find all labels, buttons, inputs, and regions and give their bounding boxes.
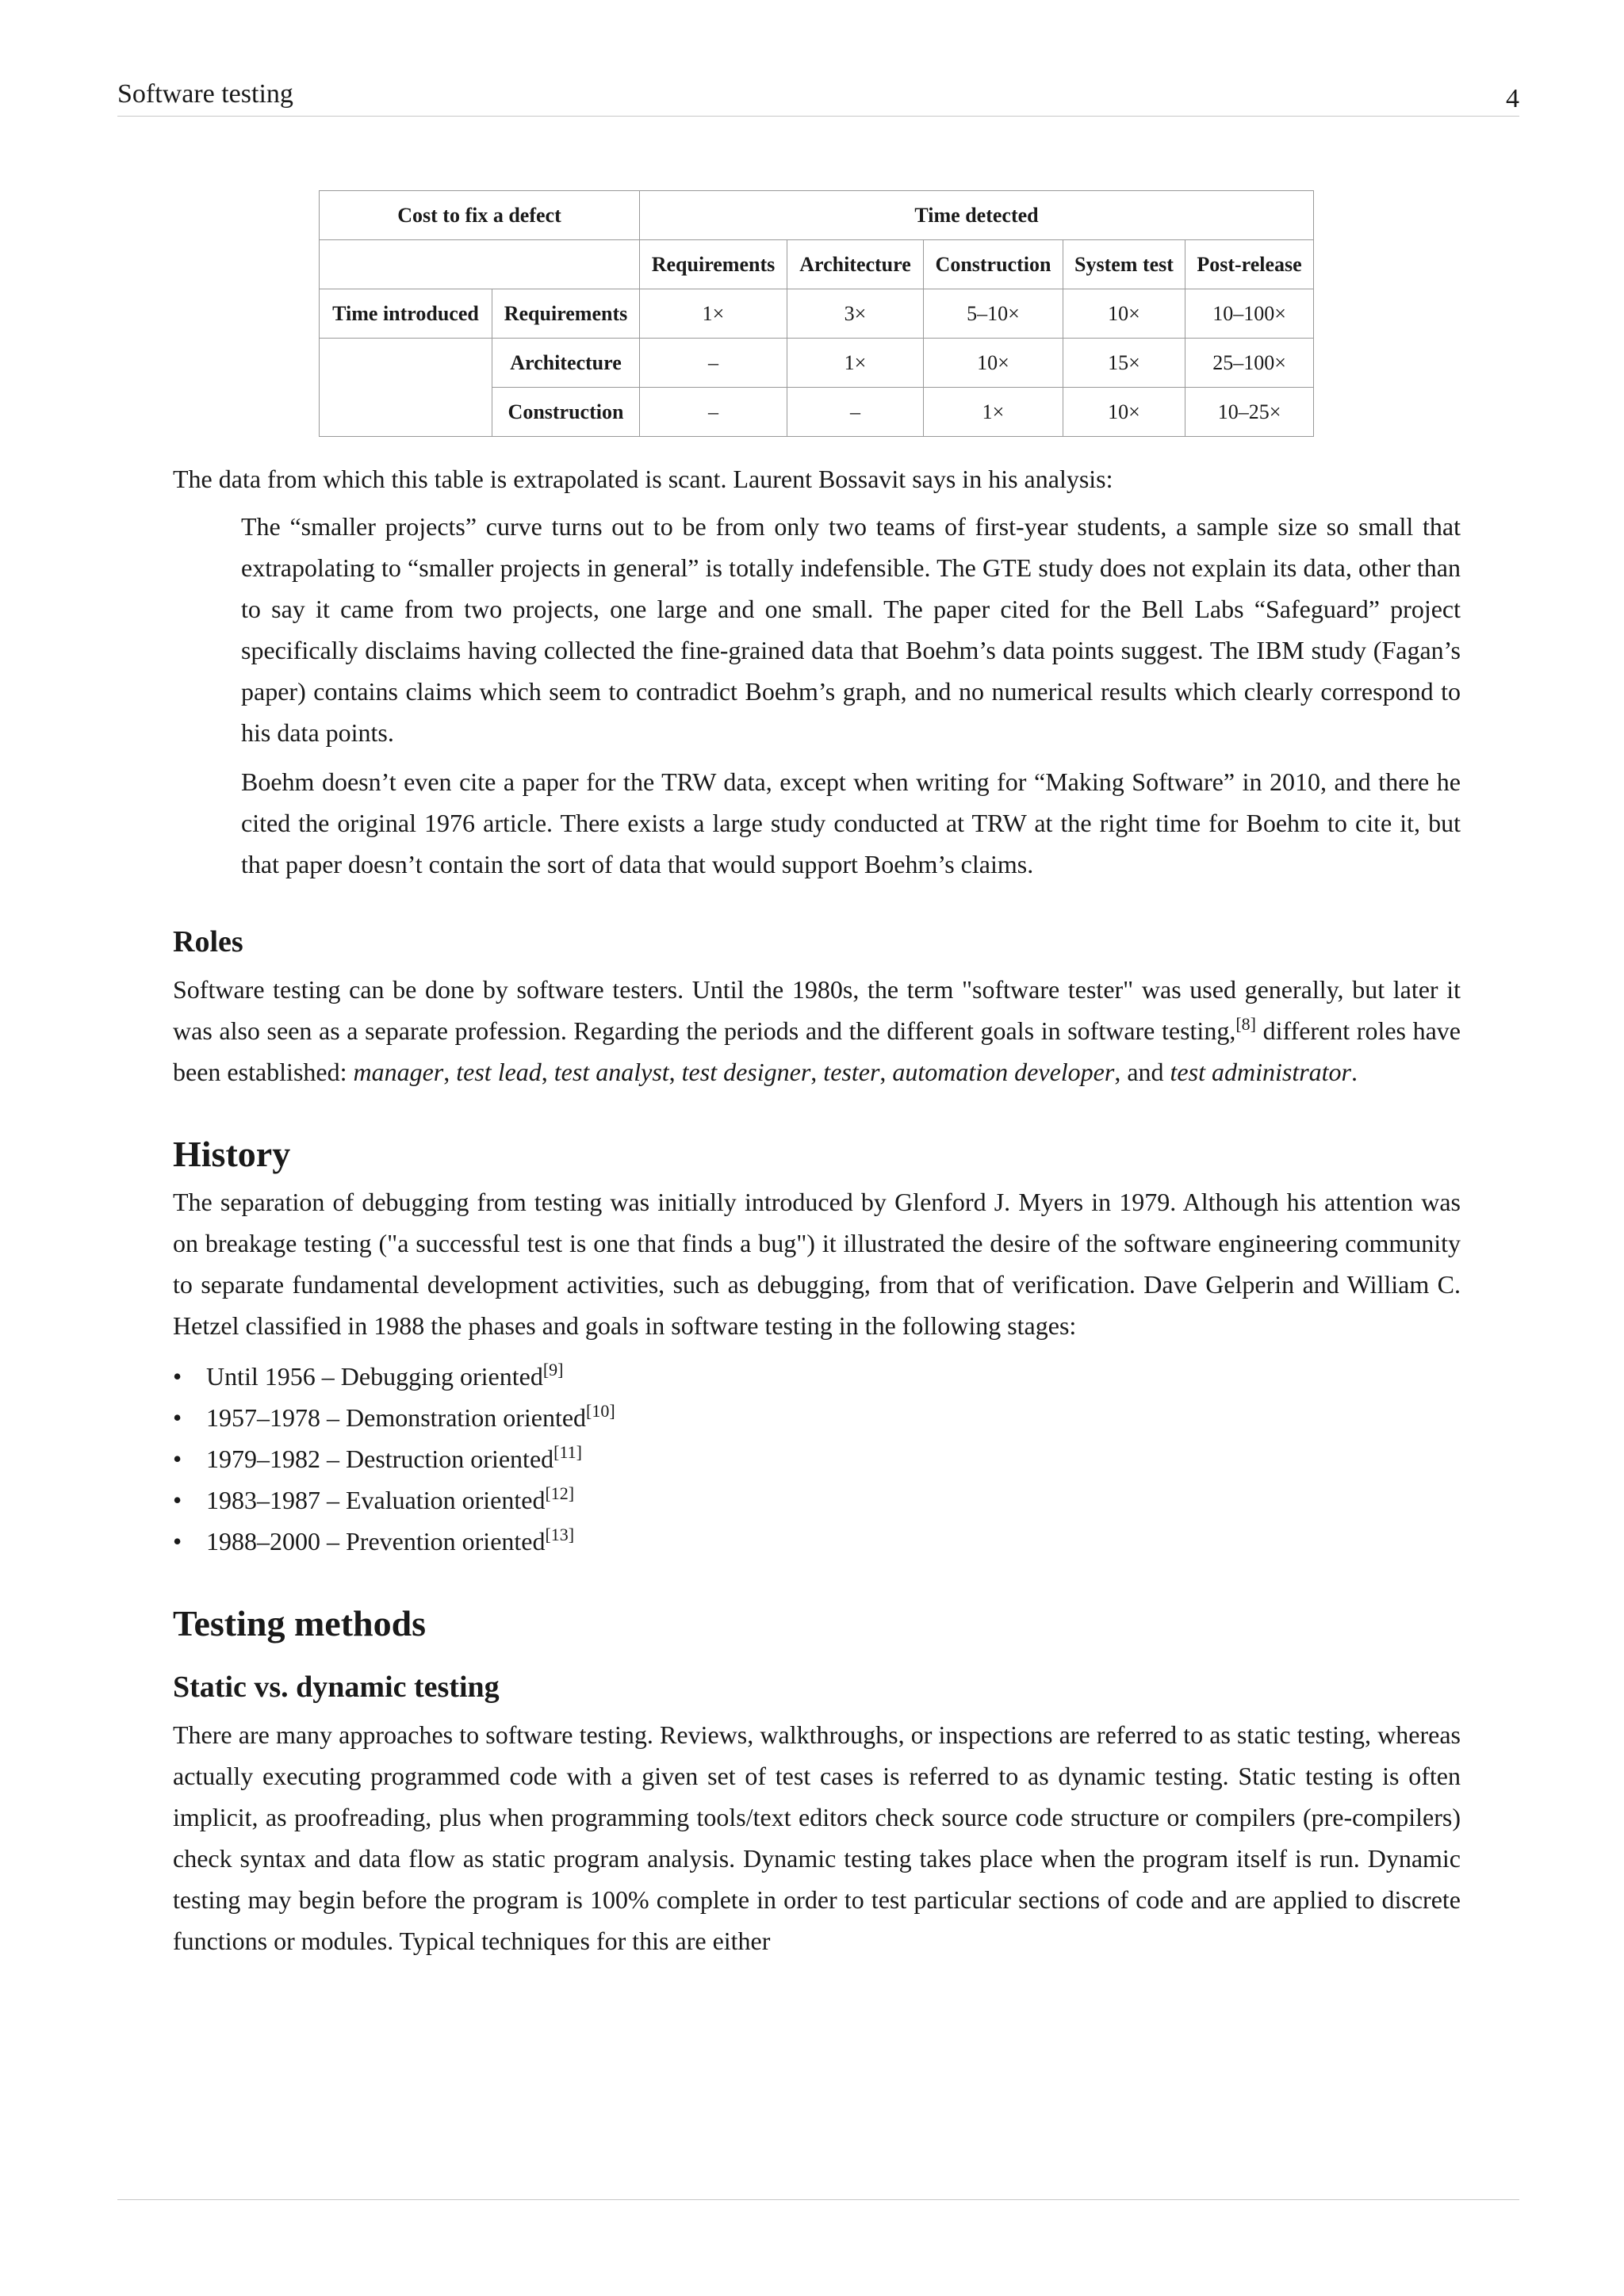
separator: , and [1114,1058,1170,1086]
stage-text: 1983–1987 – Evaluation oriented [206,1486,546,1514]
static-dynamic-heading: Static vs. dynamic testing [173,1670,500,1704]
history-paragraph: The separation of debugging from testing was initially introduced by Glenford J. Myers in 1979. Although his attention was on breakage testing ("a successful test is one that finds a bug") it illustrated the desire of the software engineering community to separate fundamental development activities, such as debugging, from that of verification. Dave Gelperin and William C. Hetzel classified in 1988 the phases and goals in software testing in the following stages: [173,1188,1461,1340]
citation-link[interactable]: [12] [545,1483,575,1503]
table-row [320,289,1314,339]
roles-paragraph [173,969,1461,1093]
empty-cell [320,339,492,388]
table-cell: 15× [1063,339,1185,388]
role-term: manager [353,1058,444,1086]
table-cell: 1× [787,339,924,388]
table-row [320,339,1314,388]
table-cell: 10–25× [1185,388,1314,437]
table-cell: 10× [1063,289,1185,339]
separator: , [879,1058,893,1086]
page-number: 4 [1506,84,1519,113]
quote-paragraph-2: Boehm doesn’t even cite a paper for the TRW data, except when writing for “Making Software” in 2010, and there he cited the original 1976 article. There exists a large study conducted at TRW at the right time for Boehm to cite it, but that paper doesn’t contain the sort of data that would support Boehm’s claims. [241,767,1461,878]
article-body [173,458,1461,1961]
row-header: Requirements [492,289,640,339]
separator: , [668,1058,682,1086]
bullet-icon: • [173,1403,182,1432]
column-header: Post-release [1185,240,1314,289]
role-term: test administrator [1170,1058,1351,1086]
history-stages-list [173,1356,1461,1562]
bullet-icon: • [173,1527,182,1556]
bossavit-quote [241,506,1461,885]
table-cell: 10–100× [1185,289,1314,339]
corner-label-spacer [320,240,640,289]
separator: . [1351,1058,1358,1086]
bullet-icon: • [173,1486,182,1514]
role-term: test lead [456,1058,542,1086]
table-cell: 25–100× [1185,339,1314,388]
table-cell: 10× [924,339,1063,388]
stage-text: 1988–2000 – Prevention oriented [206,1527,546,1556]
table-cell: – [640,339,787,388]
roles-text-b: different roles have been established: [173,1016,1461,1086]
static-dynamic-paragraph: There are many approaches to software testing. Reviews, walkthroughs, or inspections are referred to as static testing, whereas actually executing programmed code with a given set of test cases is referred to as dynamic testing. Static testing is often implicit, as proofreading, plus when programming tools/text editors check source code structure or compilers (pre-compilers) check syntax and data flow as static program analysis. Dynamic testing takes place when the program itself is run. Dynamic testing may begin before the program is 100% complete in order to test particular sections of code and are applied to discrete functions or modules. Typical techniques for this are either [173,1720,1461,1955]
separator: , [443,1058,457,1086]
citation-link[interactable]: [10] [586,1401,615,1421]
row-header: Construction [492,388,640,437]
row-header: Architecture [492,339,640,388]
table-cell: 5–10× [924,289,1063,339]
stage-text: 1979–1982 – Destruction oriented [206,1445,554,1473]
role-term: test designer [681,1058,811,1086]
list-item [173,1479,1461,1521]
table-cell: 3× [787,289,924,339]
list-item [173,1438,1461,1479]
column-header: System test [1063,240,1185,289]
separator: , [541,1058,554,1086]
table-row [320,388,1314,437]
citation-link[interactable]: [9] [542,1360,564,1380]
roles-text-a: Software testing can be done by software testers. Until the 1980s, the term "software tester" was used generally, but later it was also seen as a separate profession. Regarding the periods and the different goals in software testing, [173,975,1461,1045]
corner-label: Cost to fix a defect [320,191,640,240]
table-cell: 1× [640,289,787,339]
table-cell: 10× [1063,388,1185,437]
roles-heading: Roles [173,925,243,959]
citation-link[interactable]: [11] [553,1442,582,1462]
stage-text: 1957–1978 – Demonstration oriented [206,1403,587,1432]
intro-paragraph: The data from which this table is extrapolated is scant. Laurent Bossavit says in his analysis: [173,465,1113,493]
testing-methods-heading: Testing methods [173,1603,427,1644]
history-heading: History [173,1134,291,1174]
column-header: Construction [924,240,1063,289]
separator: , [810,1058,824,1086]
list-item [173,1397,1461,1438]
time-introduced-label: Time introduced [320,289,492,339]
role-term: automation developer [892,1058,1115,1086]
quote-paragraph-1: The “smaller projects” curve turns out to be from only two teams of first-year students, a sample size so small that extrapolating to “smaller projects in general” is totally indefensible. The GTE study does not explain its data, other than to say it came from two projects, one large and one small. The paper cited for the Bell Labs “Safeguard” project specifically disclaims having collected the fine-grained data that Boehm’s data points suggest. The IBM study (Fagan’s paper) contains claims which seem to contradict Boehm’s graph, and no numerical results which clearly correspond to his data points. [241,512,1461,747]
cost-to-fix-table [319,190,1314,437]
bullet-icon: • [173,1445,182,1473]
running-header [117,76,1519,117]
table-cell: – [640,388,787,437]
list-item [173,1521,1461,1562]
table-cell: 1× [924,388,1063,437]
citation-link[interactable]: [8] [1235,1014,1256,1034]
citation-link[interactable]: [13] [545,1525,575,1544]
time-detected-label: Time detected [640,191,1314,240]
role-term: test analyst [553,1058,669,1086]
column-header: Requirements [640,240,787,289]
header-title: Software testing [117,79,293,109]
footer-divider [117,2199,1519,2200]
bullet-icon: • [173,1362,182,1391]
list-item [173,1356,1461,1397]
table-cell: – [787,388,924,437]
role-term: tester [823,1058,880,1086]
column-header: Architecture [787,240,924,289]
empty-cell [320,388,492,437]
stage-text: Until 1956 – Debugging oriented [206,1362,543,1391]
